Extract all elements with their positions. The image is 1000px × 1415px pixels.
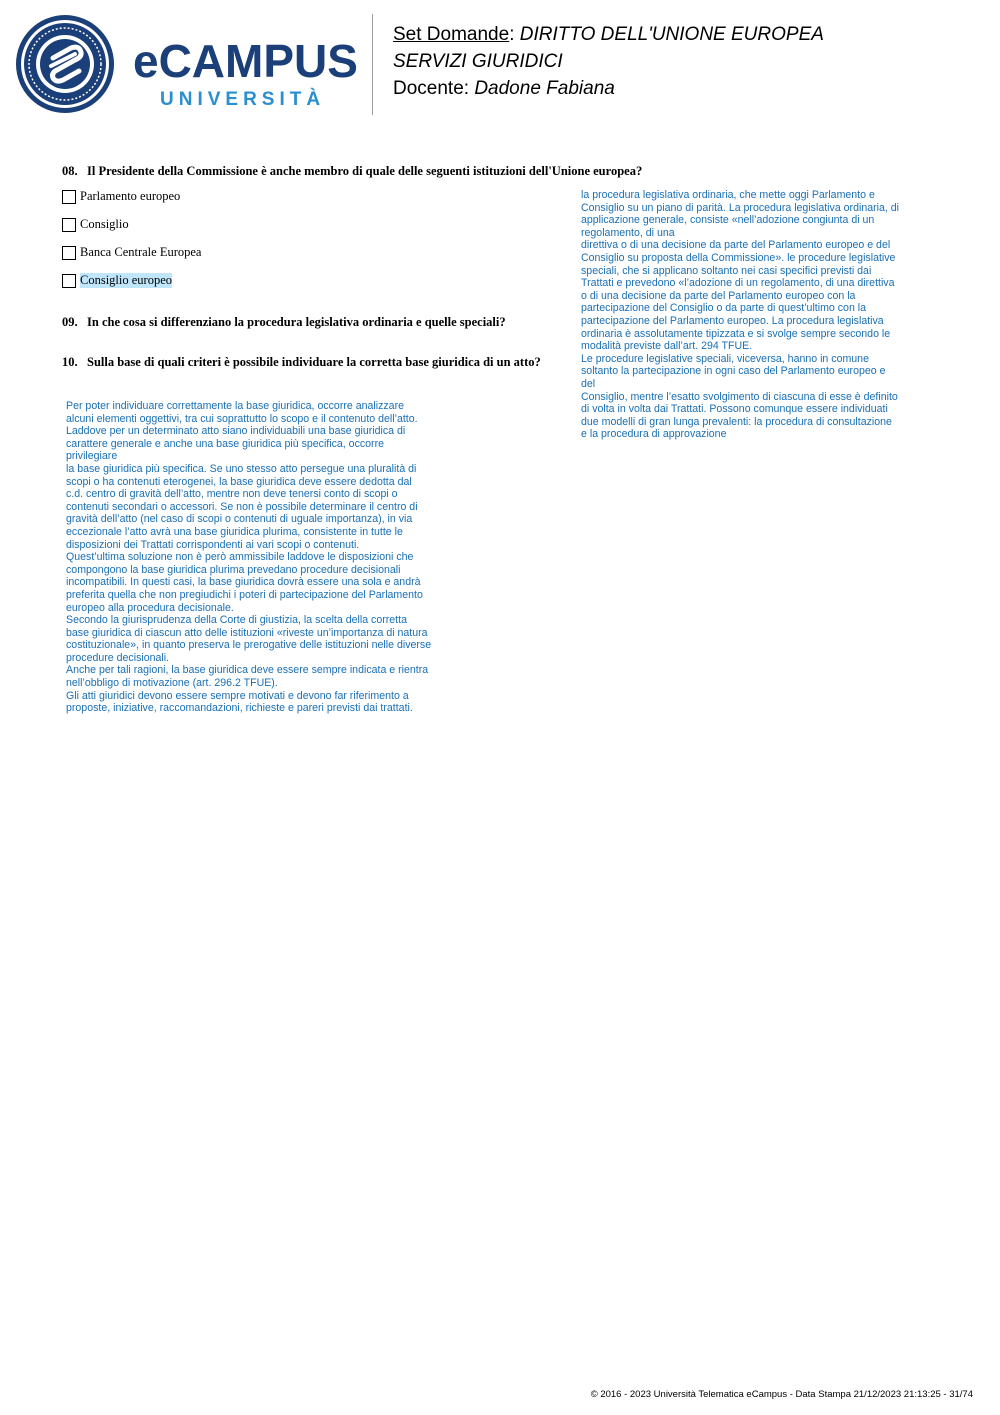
set-label: Set Domande <box>393 24 510 45</box>
header-set-title: Set Domande: DIRITTO DELL'UNIONE EUROPEA <box>393 24 824 45</box>
answer-line: Le procedure legislative speciali, viceversa, hanno in comune <box>581 352 869 365</box>
universita-subtitle: UNIVERSITÀ <box>160 89 326 110</box>
answer-line: di volta in volta dai Trattati. Possono comunque essere individuati <box>581 403 888 416</box>
option-consiglio-europeo[interactable] <box>62 273 172 288</box>
question-number: 10. <box>62 355 78 369</box>
header-subject-line2 <box>393 52 563 71</box>
answer-line: Consiglio su un piano di parità. La procedura legislativa ordinaria, di <box>581 201 900 214</box>
teacher-label: Docente: <box>393 78 470 99</box>
answer-line: Consiglio su proposta della Commissione». le procedure legislative <box>581 251 896 264</box>
answer-line: ordinaria è assolutamente tipizzata e si svolge sempre secondo le <box>581 327 891 340</box>
answer-line: privilegiare <box>66 450 118 463</box>
ecampus-wordmark: eCAMPUS <box>133 35 358 87</box>
answer-line: o di una decisione da parte del Parlamento europeo con la <box>581 289 856 302</box>
answer-line: modalità previste dall’art. 294 TFUE. <box>581 340 753 353</box>
page-header <box>0 0 1000 130</box>
answer-line: due modelli di gran lunga prevalenti: la procedura di consultazione <box>581 415 892 428</box>
page-footer: © 2016 - 2023 Università Telematica eCampus - Data Stampa 21/12/2023 21:13:25 - 31/74 <box>590 1389 973 1400</box>
option-label: Consiglio <box>80 217 129 231</box>
answer-line: base giuridica di ciascun atto delle istituzioni «riveste un’importanza di natura <box>66 626 428 639</box>
answer-line: soltanto la partecipazione in ogni caso del Parlamento europeo e <box>581 365 886 378</box>
ecampus-emblem-icon <box>15 14 115 114</box>
question-text: In che cosa si differenziano la procedura legislativa ordinaria e quelle speciali? <box>87 315 506 329</box>
answer-line: c.d. centro di gravità dell’atto, mentre non deve tenersi conto di scopi o <box>66 488 398 501</box>
option-label: Banca Centrale Europea <box>80 245 202 259</box>
answer-line: partecipazione del Consiglio o da parte di quest’ultimo con la <box>581 302 867 315</box>
answer-line: gravità dell’atto (nel caso di scopi o contenuti di uguale importanza), in via <box>66 513 413 526</box>
answer-line: la base giuridica più specifica. Se uno stesso atto persegue una pluralità di <box>66 462 417 475</box>
teacher-name: Dadone Fabiana <box>474 78 615 99</box>
option-parlamento-europeo[interactable] <box>62 189 180 204</box>
answer-line: Quest’ultima soluzione non è però ammissibile laddove le disposizioni che <box>66 551 414 564</box>
checkbox-icon[interactable] <box>62 218 76 232</box>
answer-line: direttiva o di una decisione da parte del Parlamento europeo e del <box>581 239 891 252</box>
option-label-highlighted: Consiglio europeo <box>80 273 173 287</box>
answer-line: Gli atti giuridici devono essere sempre motivati e devono far riferimento a <box>66 689 409 702</box>
subject-subtitle: SERVIZI GIURIDICI <box>393 51 563 72</box>
option-label: Parlamento europeo <box>80 189 181 203</box>
answer-line: eccezionale l’atto avrà una base giuridica plurima, consistente in tutte le <box>66 525 403 538</box>
answer-line: Per poter individuare correttamente la base giuridica, occorre analizzare <box>66 400 404 412</box>
answer-line: speciali, che si applicano soltanto nei casi specifici previsti dai <box>581 264 872 277</box>
answer-09 <box>581 189 961 441</box>
answer-10 <box>66 400 486 715</box>
answer-line: Secondo la giurisprudenza della Corte di giustizia, la scelta della corretta <box>66 614 407 627</box>
answer-line: alcuni elementi oggettivi, tra cui soprattutto lo scopo e il contenuto dell’atto. <box>66 412 418 425</box>
answer-line: nell’obbligo di motivazione (art. 296.2 TFUE). <box>66 677 278 690</box>
option-consiglio[interactable] <box>62 217 129 232</box>
checkbox-icon[interactable] <box>62 246 76 260</box>
question-number: 08. <box>62 164 78 178</box>
answer-line: incompatibili. In questi casi, la base giuridica dovrà essere una sola e andrà <box>66 576 421 589</box>
answer-line: preferita quella che non pregiudichi i poteri di partecipazione del Parlamento <box>66 588 423 601</box>
answer-line: contenuti secondari o accessori. Se non è possibile determinare il centro di <box>66 500 418 513</box>
answer-line: Consiglio, mentre l’esatto svolgimento di ciascuna di esse è definito <box>581 390 898 403</box>
answer-line: costituzionale», in quanto preserva le prerogative delle istituzioni nelle diverse <box>66 639 432 652</box>
header-divider <box>372 14 373 115</box>
answer-line: applicazione generale, consiste «nell’adozione congiunta di un <box>581 214 875 227</box>
answer-line: carattere generale e anche una base giuridica più specifica, occorre <box>66 437 385 450</box>
answer-line: europeo alla procedura decisionale. <box>66 601 234 614</box>
answer-line: del <box>581 377 596 390</box>
answer-line: Anche per tali ragioni, la base giuridica deve essere sempre indicata e rientra <box>66 664 429 677</box>
header-teacher <box>393 79 615 98</box>
question-text: Sulla base di quali criteri è possibile individuare la corretta base giuridica di un atto? <box>87 355 541 369</box>
answer-line: e la procedura di approvazione <box>581 428 727 441</box>
question-09 <box>62 315 506 330</box>
subject-title: DIRITTO DELL'UNIONE EUROPEA <box>519 24 824 45</box>
answer-line: disposizioni dei Trattati corrispondenti ai vari scopi o contenuti. <box>66 538 360 551</box>
answer-line: Laddove per un determinato atto siano individuabili una base giuridica di <box>66 425 406 438</box>
answer-line: scopi o ha contenuti eterogenei, la base giuridica deve essere dedotta dal <box>66 475 412 488</box>
answer-line: proposte, iniziative, raccomandazioni, richieste e pareri previsti dai trattati. <box>66 702 413 715</box>
answer-line: compongono la base giuridica plurima prevedano procedure decisionali <box>66 563 401 576</box>
question-08 <box>62 164 642 179</box>
answer-line: Trattati e prevedono «l’adozione di un regolamento, di una direttiva <box>581 277 895 290</box>
checkbox-icon[interactable] <box>62 190 76 204</box>
answer-line: partecipazione del Parlamento europeo. La procedura legislativa <box>581 314 884 327</box>
answer-line: procedure decisionali. <box>66 651 170 664</box>
question-number: 09. <box>62 315 78 329</box>
question-10 <box>62 355 541 370</box>
checkbox-icon[interactable] <box>62 274 76 288</box>
option-banca-centrale-europea[interactable] <box>62 245 201 260</box>
answer-line: regolamento, di una <box>581 226 675 239</box>
answer-line: la procedura legislativa ordinaria, che mette oggi Parlamento e <box>581 189 875 201</box>
question-text: Il Presidente della Commissione è anche membro di quale delle seguenti istituzioni dell'Unione europea? <box>87 164 643 178</box>
